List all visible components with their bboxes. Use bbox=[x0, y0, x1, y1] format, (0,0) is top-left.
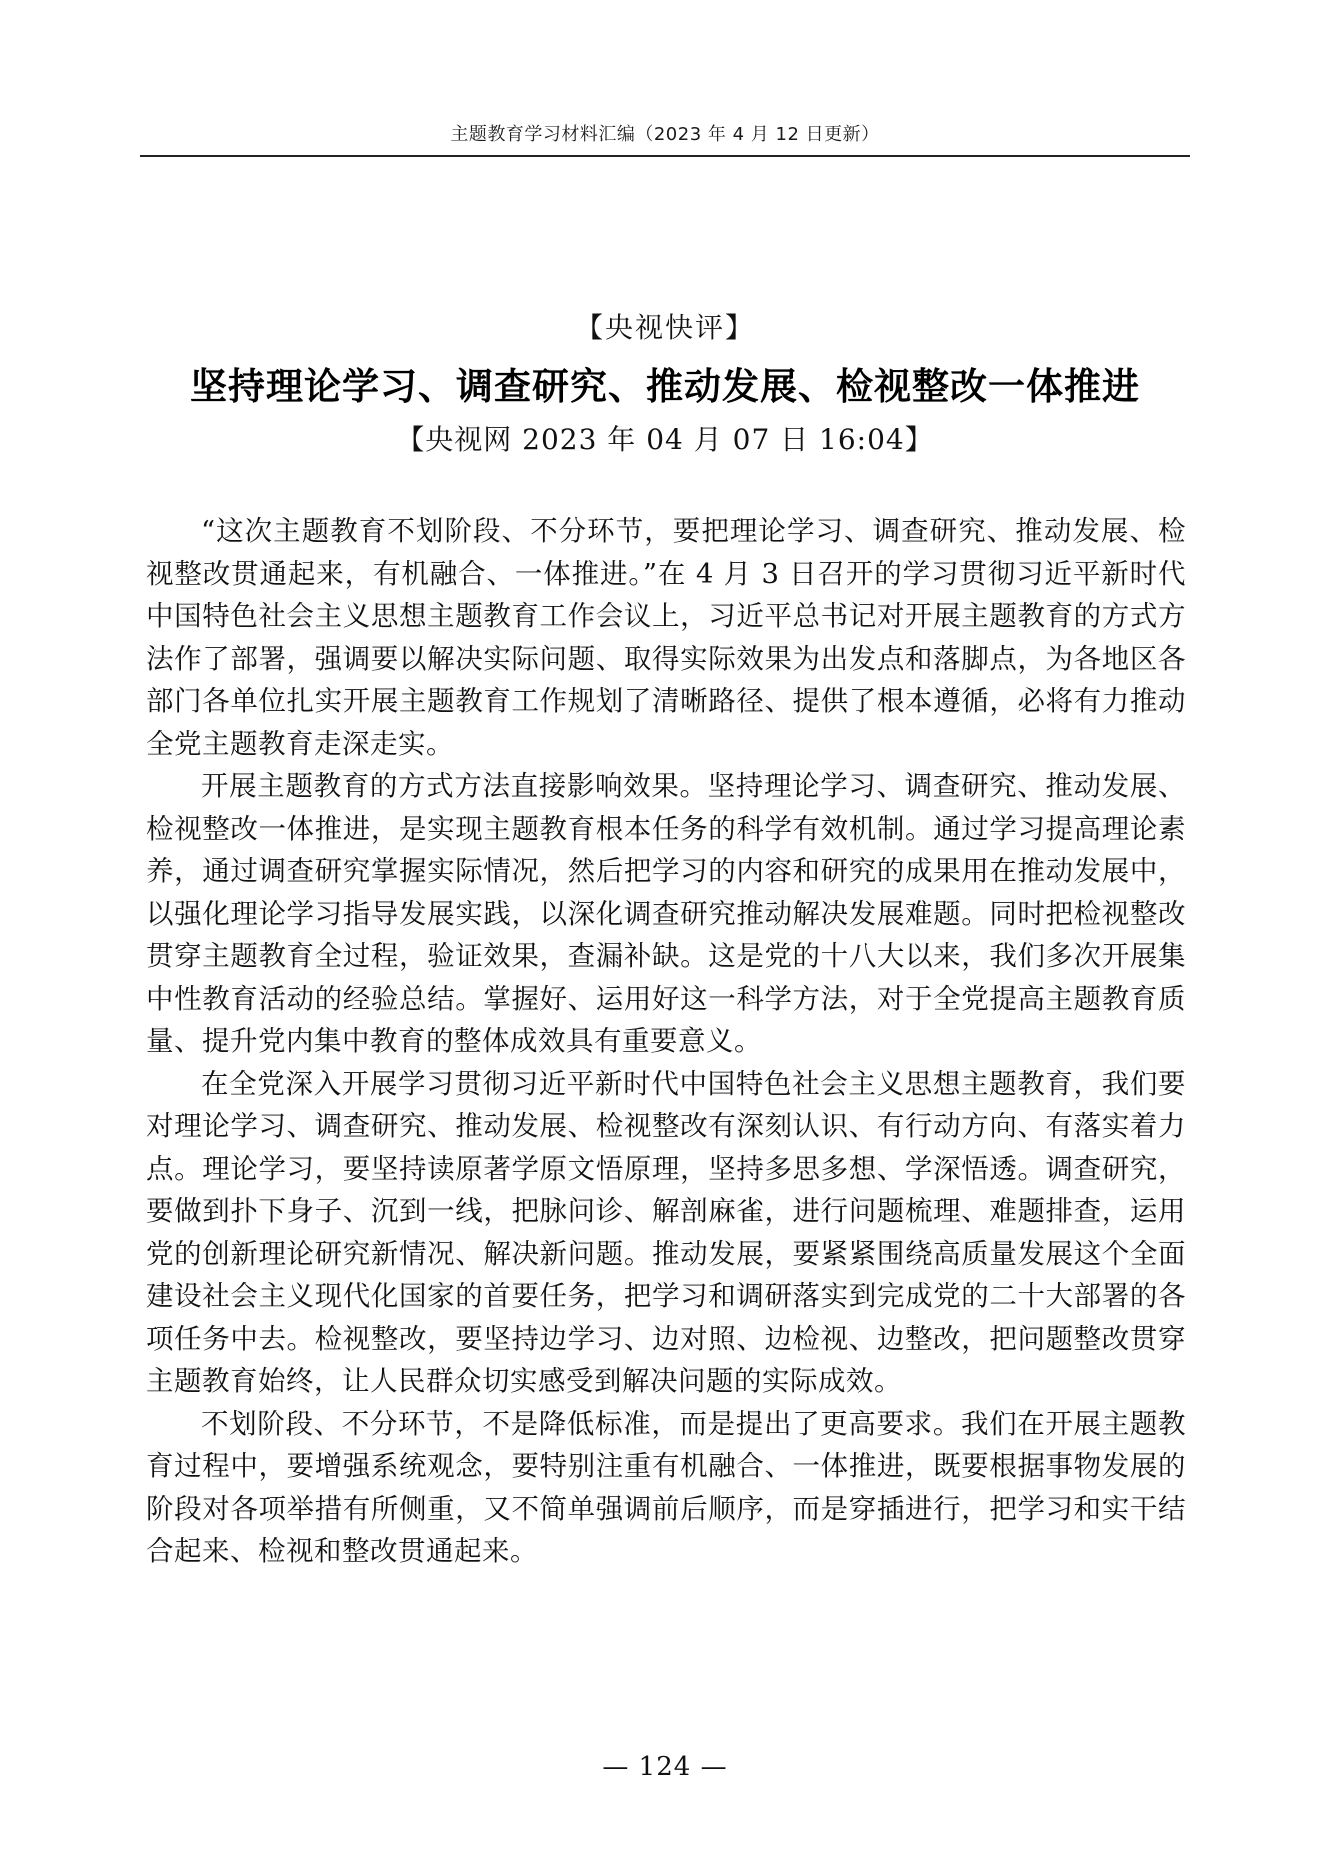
header-divider bbox=[140, 155, 1190, 157]
running-header: 主题教育学习材料汇编（2023 年 4 月 12 日更新） bbox=[450, 124, 880, 145]
body-paragraph-4: 不划阶段、不分环节，不是降低标准，而是提出了更高要求。我们在开展主题教育过程中，要增强系统观念，要特别注重有机融合、一体推进，既要根据事物发展的阶段对各项举措有所侧重，又不简单强调前后顺序，而是穿插进行，把学习和实干结合起来、检视和整改贯通起来。 bbox=[146, 1407, 1186, 1567]
article-source-line: 【央视网 2023 年 04 月 07 日 16:04】 bbox=[396, 423, 934, 456]
body-paragraph-1: “这次主题教育不划阶段、不分环节，要把理论学习、调查研究、推动发展、检视整改贯通起来，有机融合、一体推进。”在 4 月 3 日召开的学习贯彻习近平新时代中国特色社会主义思想主题教育工作会议上，习近平总书记对开展主题教育的方式方法作了部署，强调要以解决实际问题、取得实际效果为出发点和落脚点，为各地区各部门各单位扎实开展主题教育工作规划了清晰路径、提供了根本遵循，必将有力推动全党主题教育走深走实。 bbox=[146, 515, 1186, 760]
page-number: — 124 — bbox=[602, 1752, 728, 1782]
article-body bbox=[146, 510, 1186, 1573]
body-paragraph-2: 开展主题教育的方式方法直接影响效果。坚持理论学习、调查研究、推动发展、检视整改一体推进，是实现主题教育根本任务的科学有效机制。通过学习提高理论素养，通过调查研究掌握实际情况，然后把学习的内容和研究的成果用在推动发展中，以强化理论学习指导发展实践，以深化调查研究推动解决发展难题。同时把检视整改贯穿主题教育全过程，验证效果，查漏补缺。这是党的十八大以来，我们多次开展集中性教育活动的经验总结。掌握好、运用好这一科学方法，对于全党提高主题教育质量、提升党内集中教育的整体成效具有重要意义。 bbox=[146, 770, 1186, 1057]
article-title: 坚持理论学习、调查研究、推动发展、检视整改一体推进 bbox=[190, 364, 1140, 408]
column-tag: 【央视快评】 bbox=[574, 311, 755, 344]
body-paragraph-3: 在全党深入开展学习贯彻习近平新时代中国特色社会主义思想主题教育，我们要对理论学习、调查研究、推动发展、检视整改有深刻认识、有行动方向、有落实着力点。理论学习，要坚持读原著学原文悟原理，坚持多思多想、学深悟透。调查研究，要做到扑下身子、沉到一线，把脉问诊、解剖麻雀，进行问题梳理、难题排查，运用党的创新理论研究新情况、解决新问题。推动发展，要紧紧围绕高质量发展这个全面建设社会主义现代化国家的首要任务，把学习和调研落实到完成党的二十大部署的各项任务中去。检视整改，要坚持边学习、边对照、边检视、边整改，把问题整改贯穿主题教育始终，让人民群众切实感受到解决问题的实际成效。 bbox=[146, 1067, 1186, 1397]
